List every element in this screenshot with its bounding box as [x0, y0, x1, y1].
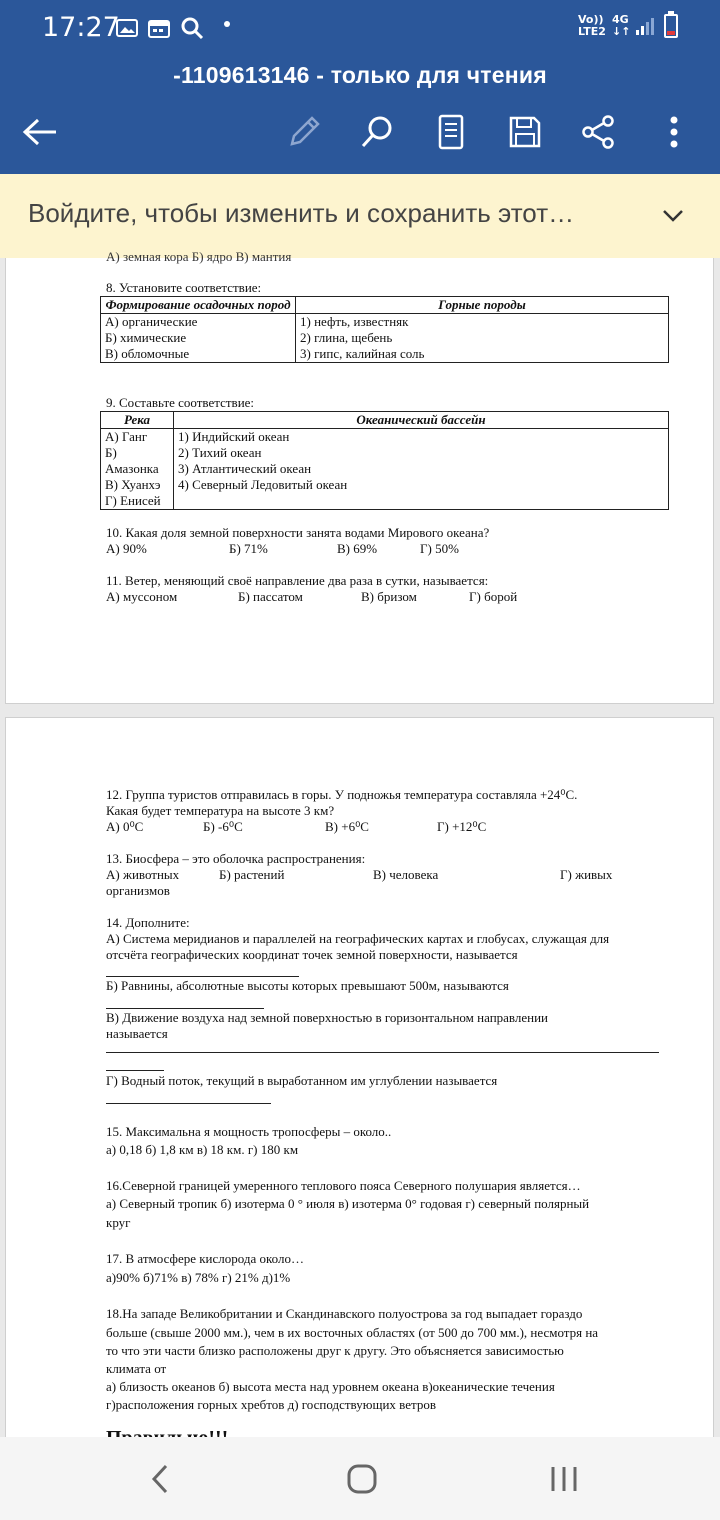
q12-line: 12. Группа туристов отправилась в горы. У подножья температура составляла +24⁰С. — [106, 787, 578, 802]
q8-table — [100, 296, 669, 363]
q8-right-item: 2) глина, щебень — [300, 330, 393, 345]
share-button[interactable] — [578, 112, 618, 152]
q9-right-item: 3) Атлантический океан — [178, 461, 312, 476]
banner-text: Войдите, чтобы изменить и сохранить этот… — [28, 198, 575, 228]
q16-title: 16.Северной границей умеренного теплового пояса Северного полушария является… — [106, 1178, 581, 1193]
q10-option: В) 69% — [337, 541, 378, 556]
q9-header-left: Река — [101, 412, 174, 429]
q8-header-left: Формирование осадочных пород — [101, 297, 296, 314]
q14-g-blank — [106, 1103, 271, 1104]
q16-options: а) Северный тропик б) изотерма 0 ° июля в) изотерма 0° годовая г) северный полярный — [106, 1196, 590, 1211]
q14-v-line: называется — [106, 1026, 168, 1041]
q9-left-cell — [101, 429, 174, 510]
q8-right-item: 3) гипс, калийная соль — [300, 346, 425, 361]
q11-option: Г) борой — [469, 589, 518, 604]
q11-option: А) муссоном — [106, 589, 178, 604]
chevron-down-icon[interactable] — [660, 202, 686, 228]
more-options-button[interactable] — [654, 112, 694, 152]
q9-left-item: Б) — [105, 445, 117, 460]
q14-v-blank — [106, 1052, 659, 1053]
q14-a-blank — [106, 976, 299, 977]
reading-view-icon — [437, 114, 465, 150]
document-title: -1109613146 - только для чтения — [173, 62, 547, 88]
q16-options: круг — [106, 1215, 131, 1230]
q14-v-line: В) Движение воздуха над земной поверхностью в горизонтальном направлении — [106, 1010, 549, 1025]
q13-option: Г) живых — [560, 867, 613, 882]
more-icon — [669, 115, 679, 149]
q9-header-right: Океанический бассейн — [174, 412, 669, 429]
q10-option: А) 90% — [106, 541, 147, 556]
q9-table — [100, 411, 669, 510]
q18-line: климата от — [106, 1361, 167, 1376]
q9-right-item: 4) Северный Ледовитый океан — [178, 477, 348, 492]
save-icon — [508, 115, 542, 149]
calendar-icon — [148, 18, 170, 38]
share-icon — [580, 114, 616, 150]
back-button[interactable] — [20, 112, 60, 152]
find-button[interactable] — [357, 112, 397, 152]
q8-title: 8. Установите соответствие: — [106, 280, 262, 295]
edit-button[interactable] — [284, 112, 324, 152]
network-label: Vo)) LTE2 — [578, 13, 606, 38]
q14-v-blank — [106, 1070, 164, 1071]
q9-right-cell — [174, 429, 669, 510]
back-nav-icon — [150, 1464, 170, 1494]
q8-right-item: 1) нефть, известняк — [300, 314, 409, 329]
q8-header-right: Горные породы — [296, 297, 669, 314]
q12-option: Г) +12⁰С — [437, 819, 487, 834]
q9-left-item: Г) Енисей — [105, 493, 161, 508]
q9-left-item: А) Ганг — [105, 429, 148, 444]
save-button[interactable] — [505, 112, 545, 152]
q8-left-item: А) органические — [105, 314, 198, 329]
q9-left-item: В) Хуанхэ — [105, 477, 161, 492]
q8-left-item: Б) химические — [105, 330, 187, 345]
q15-title: 15. Максимальна я мощность тропосферы – около.. — [106, 1124, 392, 1139]
q18-line: а) близость океанов б) высота места над уровнем океана в)океанические течения — [106, 1379, 555, 1394]
q14-b-blank — [106, 1008, 264, 1009]
pencil-icon — [286, 114, 322, 150]
q18-line: г)расположения горных хребтов д) господствующих ветров — [106, 1397, 436, 1412]
document-page-2 — [5, 717, 714, 1437]
recents-nav-icon — [549, 1464, 579, 1494]
status-time: 17:27 — [42, 12, 120, 43]
q9-title: 9. Составьте соответствие: — [106, 395, 255, 410]
q14-b-line: Б) Равнины, абсолютные высоты которых превышают 500м, называются — [106, 978, 509, 993]
search-icon — [359, 114, 395, 150]
image-icon — [116, 18, 138, 38]
q14-a-line: А) Система меридианов и параллелей на географических картах и глобусах, служащая для — [106, 931, 610, 946]
q10-title: 10. Какая доля земной поверхности занята водами Мирового океана? — [106, 525, 490, 540]
q11-option: В) бризом — [361, 589, 417, 604]
q13-wrap: организмов — [106, 883, 170, 898]
battery-icon — [664, 14, 678, 38]
q9-left-item: Амазонка — [105, 461, 159, 476]
q14-g-line: Г) Водный поток, текущий в выработанном им углублении называется — [106, 1073, 498, 1088]
app-toolbar — [0, 56, 720, 174]
status-notification-icons — [116, 16, 204, 40]
q14-title: 14. Дополните: — [106, 915, 190, 930]
q17-options: а)90% б)71% в) 78% г) 21% д)1% — [106, 1270, 291, 1285]
nav-back-button[interactable] — [130, 1461, 190, 1497]
signal-icon — [636, 16, 656, 36]
document-page-1 — [5, 249, 714, 704]
q10-option: Г) 50% — [420, 541, 459, 556]
search-icon — [180, 16, 204, 40]
q14-a-line: отсчёта географических координат точек земной поверхности, называется — [106, 947, 518, 962]
status-bar — [0, 0, 720, 56]
home-nav-icon — [346, 1463, 378, 1495]
nav-recents-button[interactable] — [534, 1461, 594, 1497]
q11-option: Б) пассатом — [238, 589, 303, 604]
network-type: 4G ↓↑ — [612, 13, 631, 38]
q11-title: 11. Ветер, меняющий своё направление два раза в сутки, называется: — [106, 573, 489, 588]
q18-line: больше (свыше 2000 мм.), чем в их восточных областях (от 500 до 700 мм.), несмотря на — [106, 1325, 599, 1340]
q18-line: то что эти части близко расположены друг к другу. Это объясняется зависимостью — [106, 1343, 564, 1358]
q17-title: 17. В атмосфере кислорода около… — [106, 1251, 304, 1266]
q12-line: Какая будет температура на высоте 3 км? — [106, 803, 335, 818]
cut-off-line: А) земная кора Б) ядро В) мантия — [106, 249, 292, 264]
q12-option: А) 0⁰С — [106, 819, 144, 834]
q10-option: Б) 71% — [229, 541, 268, 556]
notification-dot — [224, 21, 230, 27]
q12-option: В) +6⁰С — [325, 819, 369, 834]
q13-title: 13. Биосфера – это оболочка распространения: — [106, 851, 366, 866]
nav-home-button[interactable] — [332, 1461, 392, 1497]
q8-right-cell — [296, 314, 669, 363]
q8-left-item: В) обломочные — [105, 346, 190, 361]
q15-options: а) 0,18 б) 1,8 км в) 18 км. г) 180 км — [106, 1142, 299, 1157]
reading-view-button[interactable] — [431, 112, 471, 152]
back-arrow-icon — [22, 117, 58, 147]
q13-option: А) животных — [106, 867, 180, 882]
q8-left-cell — [101, 314, 296, 363]
sign-in-banner[interactable] — [0, 174, 720, 258]
q9-right-item: 2) Тихий океан — [178, 445, 262, 460]
q9-right-item: 1) Индийский океан — [178, 429, 290, 444]
q18-line: 18.На западе Великобритании и Скандинавского полуострова за год выпадает гораздо — [106, 1306, 583, 1321]
system-nav-bar — [0, 1437, 720, 1520]
q13-option: В) человека — [373, 867, 439, 882]
q12-option: Б) -6⁰С — [203, 819, 243, 834]
q13-option: Б) растений — [219, 867, 285, 882]
